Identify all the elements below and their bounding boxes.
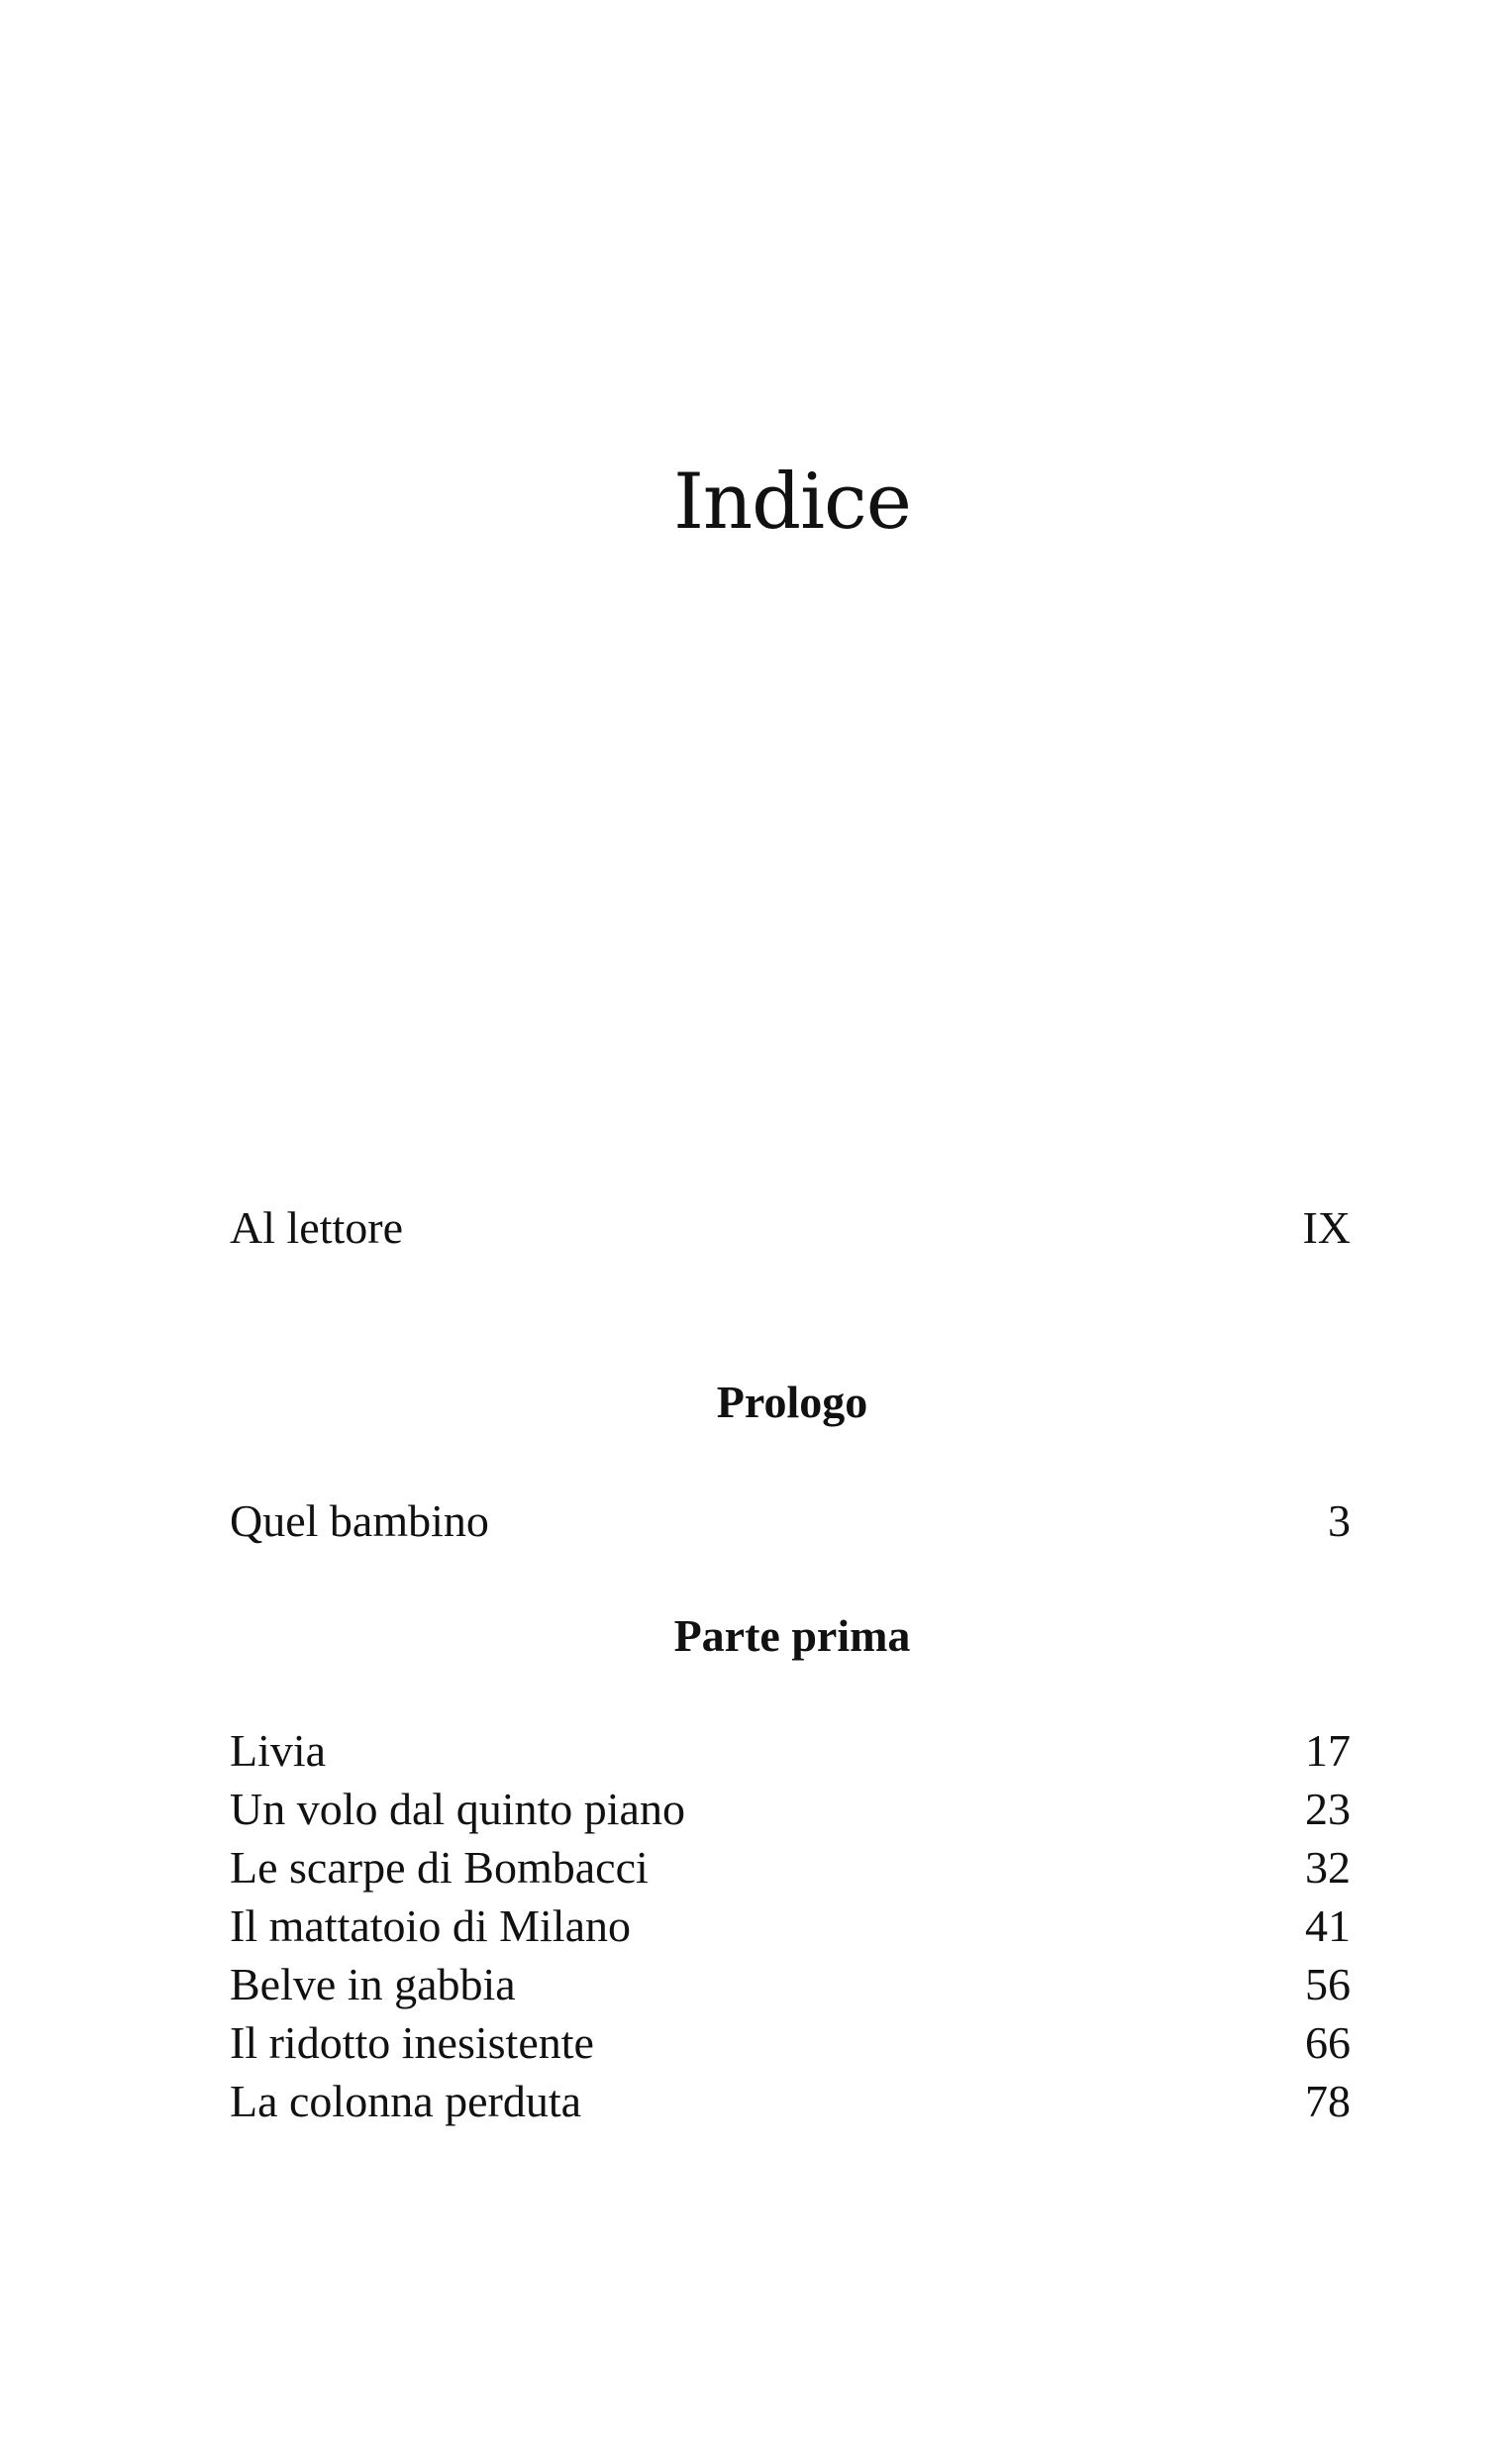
toc-entry-label: Il ridotto inesistente [230, 2017, 594, 2068]
page-title: Indice [673, 458, 911, 547]
toc-entry-label: La colonna perduta [230, 2076, 582, 2126]
toc-entry-al-lettore[interactable] [230, 1198, 1351, 1258]
section-heading-prologo: Prologo [716, 1377, 868, 1427]
toc-entry-page: 78 [1305, 2076, 1351, 2126]
toc-entry[interactable] [230, 1955, 1351, 2013]
toc-entry-page: 23 [1305, 1784, 1351, 1834]
chapter-list [230, 1721, 1351, 2130]
toc-entry-label: Quel bambino [230, 1495, 489, 1546]
toc-entry-label: Un volo dal quinto piano [230, 1784, 685, 1834]
toc-entry-page: 66 [1305, 2017, 1351, 2068]
toc-entry-label: Al lettore [230, 1202, 403, 1253]
toc-entry[interactable] [230, 1721, 1351, 1780]
toc-entry[interactable] [230, 2072, 1351, 2130]
toc-entry[interactable] [230, 1780, 1351, 1838]
toc-entry-page: IX [1302, 1202, 1351, 1253]
section-heading-parte-prima: Parte prima [673, 1610, 911, 1661]
toc-entry-label: Belve in gabbia [230, 1959, 516, 2009]
toc-entry-label: Il mattatoio di Milano [230, 1900, 631, 1951]
toc-entry-quel-bambino[interactable] [230, 1491, 1351, 1551]
toc-entry-label: Livia [230, 1725, 327, 1776]
toc-entry-page: 41 [1305, 1900, 1351, 1951]
toc-entry[interactable] [230, 1897, 1351, 1955]
toc-entry[interactable] [230, 2013, 1351, 2072]
toc-entry-page: 32 [1305, 1842, 1351, 1893]
toc-entry-label: Le scarpe di Bombacci [230, 1842, 649, 1893]
toc-entry-page: 56 [1305, 1959, 1351, 2009]
toc-entry-page: 17 [1305, 1725, 1351, 1776]
toc-entry-page: 3 [1328, 1495, 1351, 1546]
toc-entry[interactable] [230, 1838, 1351, 1897]
